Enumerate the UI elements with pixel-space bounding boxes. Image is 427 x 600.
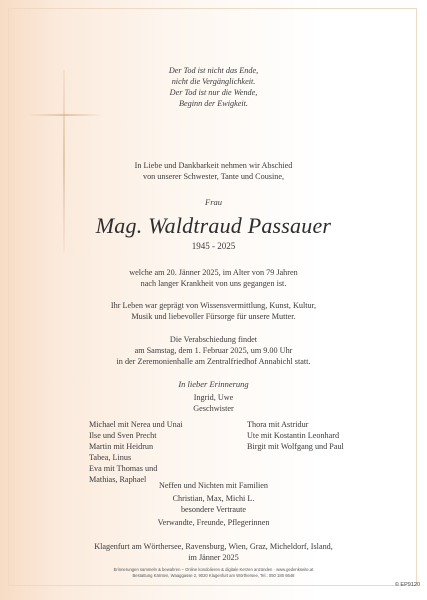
family-entry: Ute mit Kostantin Leonhard bbox=[247, 431, 340, 440]
life-description bbox=[0, 300, 427, 322]
deceased-name: Mag. Waldtraud Passauer bbox=[95, 213, 332, 238]
confidants-names: Christian, Max, Michi L. bbox=[172, 494, 255, 503]
cross-icon-horizontal bbox=[30, 114, 100, 116]
funeral-home-footer bbox=[0, 567, 427, 578]
farewell-line: in der Zeremonienhalle am Zentralfriedhof Annabichl statt. bbox=[116, 357, 311, 366]
family-entry: Martin mit Heidrun bbox=[89, 442, 154, 451]
life-line: Musik und liebevoller Fürsorge für unsere Mutter. bbox=[131, 312, 296, 321]
memory-heading: In lieber Erinnerung bbox=[178, 379, 249, 389]
family-entry: Ilse und Sven Precht bbox=[89, 431, 157, 440]
special-confidants bbox=[0, 493, 427, 515]
intro-text bbox=[0, 160, 427, 182]
family-entry: Mathias, Raphael bbox=[89, 475, 147, 484]
death-notice-line: nach langer Krankheit von uns gegangen ist. bbox=[140, 279, 287, 288]
family-list-right bbox=[247, 419, 344, 452]
footer-line: Erinnerungen sammeln & bewahren – Online kondolieren & digitale Kerzen anzünden · www.gedenkseite.at bbox=[113, 567, 314, 572]
relatives-friends: Verwandte, Freunde, Pflegerinnen bbox=[157, 518, 270, 527]
poem-line: nicht die Vergänglichkeit. bbox=[171, 77, 256, 86]
death-notice bbox=[0, 267, 427, 289]
poem-line: Der Tod ist nur die Wende, bbox=[169, 88, 258, 97]
life-years: 1945 - 2025 bbox=[191, 241, 236, 251]
nephews-nieces: Neffen und Nichten mit Familien bbox=[159, 481, 268, 490]
farewell-line: am Samstag, dem 1. Februar 2025, um 9.00 Uhr bbox=[134, 346, 293, 355]
poem bbox=[0, 65, 427, 109]
document-code: © EP9120 bbox=[394, 582, 420, 588]
family-entry: Tabea, Linus bbox=[89, 453, 132, 462]
farewell-line: Die Verabschiedung findet bbox=[169, 335, 258, 344]
place-line: Klagenfurt am Wörthersee, Ravensburg, Wien, Graz, Micheldorf, Island, bbox=[94, 542, 333, 551]
poem-line: Beginn der Ewigkeit. bbox=[179, 99, 248, 108]
family-entry: Eva mit Thomas und bbox=[89, 464, 158, 473]
family-entry: Thora mit Astridur bbox=[247, 420, 309, 429]
place-date bbox=[0, 541, 427, 563]
siblings bbox=[0, 392, 427, 414]
date-line: im Jänner 2025 bbox=[188, 553, 239, 562]
intro-line: In Liebe und Dankbarkeit nehmen wir Abschied bbox=[134, 161, 293, 170]
death-notice-line: welche am 20. Jänner 2025, im Alter von 79 Jahren bbox=[129, 268, 298, 277]
confidants-role: besondere Vertraute bbox=[180, 505, 247, 514]
family-entry: Birgit mit Wolfgang und Paul bbox=[247, 442, 344, 451]
siblings-names: Ingrid, Uwe bbox=[193, 393, 234, 402]
family-list-left bbox=[89, 419, 183, 485]
siblings-role: Geschwister bbox=[193, 404, 234, 413]
farewell-info bbox=[0, 334, 427, 367]
life-line: Ihr Leben war geprägt von Wissensvermittlung, Kunst, Kultur, bbox=[110, 301, 317, 310]
family-entry: Michael mit Nerea und Unai bbox=[89, 420, 183, 429]
footer-line: Bestattung Kärnten, Waaggasse 2, 9020 Klagenfurt am Wörthersee, Tel.: 050 180 6648 bbox=[132, 572, 295, 578]
title-prefix: Frau bbox=[205, 197, 222, 207]
poem-line: Der Tod ist nicht das Ende, bbox=[168, 66, 259, 75]
intro-line: von unserer Schwester, Tante und Cousine, bbox=[142, 172, 285, 181]
